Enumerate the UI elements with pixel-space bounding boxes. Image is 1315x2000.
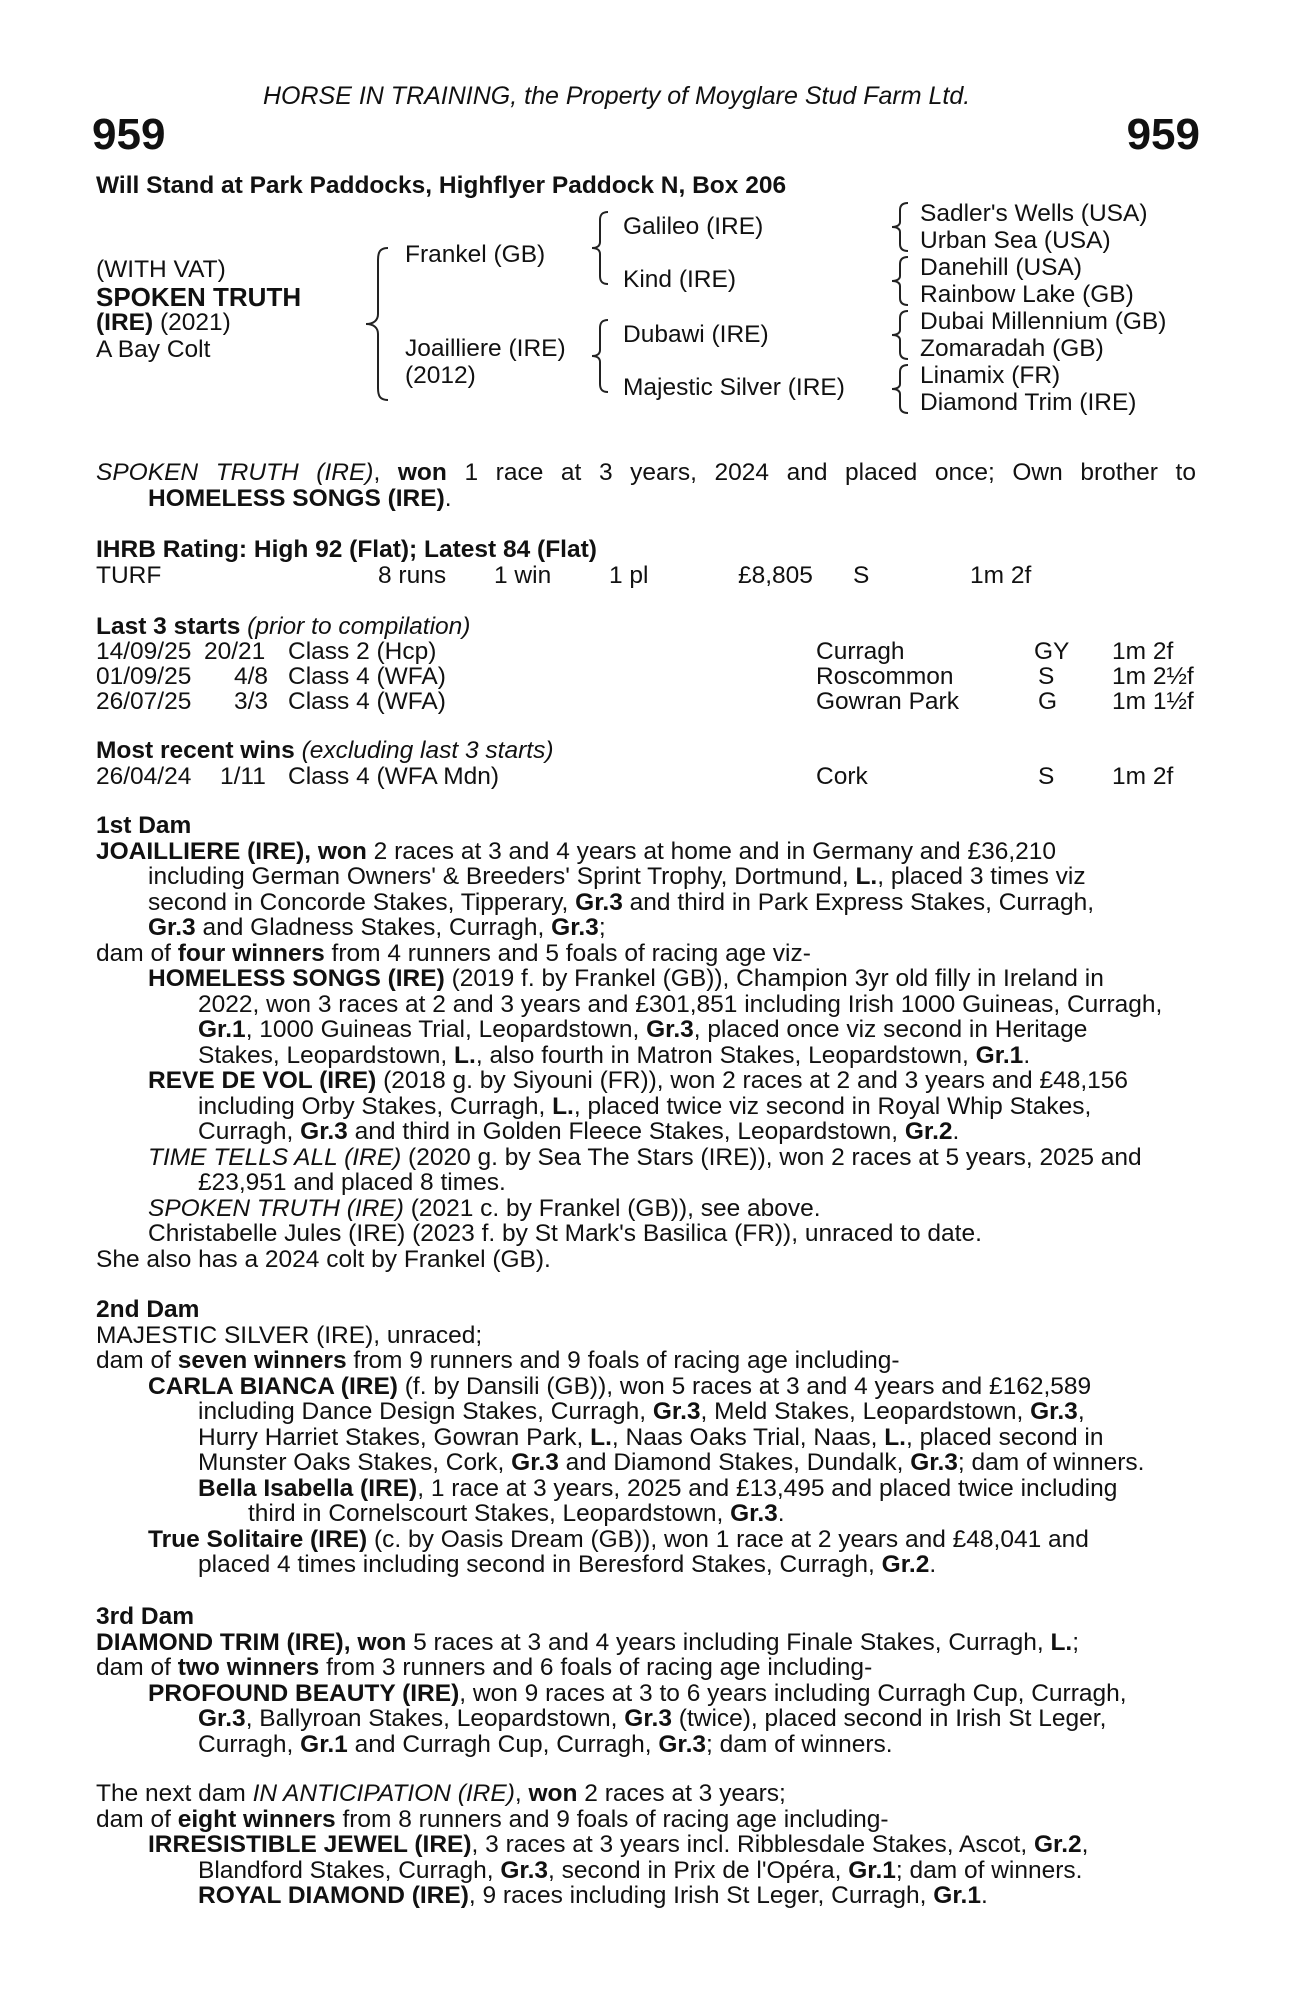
progeny-line bbox=[96, 1450, 1196, 1476]
grade: Gr.1 bbox=[975, 1041, 1024, 1069]
text: and Diamond Stakes, Dundalk, bbox=[558, 1449, 911, 1476]
pedigree-brace-3c bbox=[888, 308, 912, 362]
text: ; bbox=[1072, 1628, 1080, 1656]
intro-comma: , bbox=[373, 459, 398, 486]
text: dam of bbox=[96, 1805, 178, 1833]
intro-won: won bbox=[397, 459, 447, 486]
intro-text: 1 race at 3 years, 2024 and placed once; Own brother to bbox=[446, 459, 1196, 486]
dam: Joailliere (IRE) bbox=[405, 335, 566, 362]
ped-sds: Danehill (USA) bbox=[920, 254, 1083, 281]
text: placed 4 times including second in Beresford Stakes, Curragh, bbox=[198, 1551, 882, 1578]
win-going: S bbox=[1038, 763, 1055, 790]
grade: L. bbox=[855, 863, 878, 890]
first-dam-line bbox=[96, 839, 1196, 865]
stand-location: Will Stand at Park Paddocks, Highflyer Paddock N, Box 206 bbox=[96, 172, 787, 199]
third-dam-heading: 3rd Dam bbox=[96, 1603, 195, 1630]
win-position: 1/11 bbox=[220, 763, 266, 790]
sire-sire: Galileo (IRE) bbox=[623, 213, 764, 240]
winner-count: four winners bbox=[177, 939, 325, 967]
text: Stakes, Leopardstown, bbox=[198, 1041, 455, 1069]
progeny-line: 2022, won 3 races at 2 and 3 years and £301,851 including Irish 1000 Guineas, Curragh, bbox=[198, 990, 1163, 1018]
text: (2019 f. by Frankel (GB)), Champion 3yr old filly in Ireland in bbox=[444, 965, 1104, 992]
progeny-line bbox=[96, 1706, 1196, 1732]
text: including Orby Stakes, Curragh, bbox=[198, 1092, 553, 1120]
dam-sire: Dubawi (IRE) bbox=[623, 321, 769, 348]
text: , 1000 Guineas Trial, Leopardstown, bbox=[245, 1016, 647, 1043]
second-dam-line: MAJESTIC SILVER (IRE), unraced; bbox=[96, 1321, 483, 1349]
dam-name: IN ANTICIPATION (IRE) bbox=[252, 1780, 515, 1807]
text: , won 9 races at 3 to 6 years including Curragh Cup, Curragh, bbox=[459, 1679, 1127, 1707]
text: ; dam of winners. bbox=[706, 1730, 893, 1758]
text: (2018 g. by Siyouni (FR)), won 2 races at 2 and 3 years and £48,156 bbox=[376, 1067, 1129, 1094]
start-position: 4/8 bbox=[234, 663, 269, 690]
intro-line-2 bbox=[96, 486, 1196, 512]
win-row bbox=[96, 763, 1196, 788]
progeny-line bbox=[96, 1399, 1196, 1425]
grade: Gr.3 bbox=[652, 1398, 701, 1425]
progeny-line: Christabelle Jules (IRE) (2023 f. by St Mark's Basilica (FR)), unraced to date. bbox=[148, 1220, 982, 1247]
progeny-name: REVE DE VOL (IRE) bbox=[148, 1067, 377, 1094]
text: , bbox=[1081, 1831, 1089, 1858]
ped-ssd: Urban Sea (USA) bbox=[920, 227, 1111, 254]
second-dam-line bbox=[96, 1348, 1196, 1374]
text: ; dam of winners. bbox=[895, 1856, 1083, 1884]
lot-number-right: 959 bbox=[1126, 110, 1200, 159]
ped-dss: Dubai Millennium (GB) bbox=[920, 308, 1167, 335]
start-position: 20/21 bbox=[204, 638, 266, 665]
rating-going: S bbox=[853, 562, 870, 589]
progeny-line bbox=[96, 1476, 1196, 1502]
text: , also fourth in Matron Stakes, Leopardstown, bbox=[475, 1041, 976, 1069]
text: , Meld Stakes, Leopardstown, bbox=[700, 1398, 1031, 1425]
progeny-name: True Solitaire (IRE) bbox=[148, 1525, 368, 1553]
sire-dam: Kind (IRE) bbox=[623, 266, 737, 293]
progeny-line bbox=[96, 1832, 1196, 1858]
progeny-line bbox=[96, 1145, 1196, 1171]
intro-end: . bbox=[444, 484, 452, 512]
grade: Gr.3 bbox=[148, 914, 196, 941]
grade: L. bbox=[552, 1092, 574, 1120]
text: . bbox=[1023, 1041, 1031, 1069]
text: . bbox=[777, 1500, 785, 1527]
progeny-line bbox=[96, 1527, 1196, 1553]
win-date: 26/04/24 bbox=[96, 763, 192, 790]
next-dam-section bbox=[96, 1781, 1196, 1909]
text: , bbox=[1077, 1398, 1085, 1425]
rating-distance: 1m 2f bbox=[970, 562, 1032, 589]
grade: L. bbox=[1050, 1628, 1073, 1656]
winner-count: two winners bbox=[177, 1654, 320, 1681]
progeny-name: SPOKEN TRUTH (IRE) bbox=[148, 1194, 404, 1222]
rating-placed: 1 pl bbox=[609, 562, 649, 589]
progeny-line bbox=[96, 1068, 1196, 1094]
rating-surface: TURF bbox=[96, 562, 162, 589]
grade: Gr.1 bbox=[933, 1882, 981, 1909]
grade: L. bbox=[590, 1423, 612, 1451]
recent-wins-heading bbox=[96, 737, 553, 765]
text: The next dam bbox=[96, 1780, 253, 1807]
progeny-line bbox=[96, 1043, 1196, 1069]
start-date: 01/09/25 bbox=[96, 663, 192, 690]
progeny-name: CARLA BIANCA (IRE) bbox=[148, 1372, 398, 1400]
third-dam-line bbox=[96, 1655, 1196, 1681]
text: , placed second in bbox=[905, 1423, 1104, 1451]
ped-sss: Sadler's Wells (USA) bbox=[920, 200, 1148, 227]
intro-paragraph bbox=[96, 460, 1196, 511]
text: , Ballyroan Stakes, Leopardstown, bbox=[245, 1705, 625, 1732]
text: , placed 3 times viz bbox=[877, 863, 1086, 890]
text: including Dance Design Stakes, Curragh, bbox=[198, 1398, 653, 1425]
next-dam-line bbox=[96, 1781, 1196, 1807]
progeny-name: TIME TELLS ALL (IRE) bbox=[148, 1143, 402, 1171]
start-distance: 1m 1½f bbox=[1112, 688, 1194, 715]
progeny-line bbox=[96, 1425, 1196, 1451]
start-date: 14/09/25 bbox=[96, 638, 192, 665]
second-dam-section bbox=[96, 1297, 1196, 1578]
text: from 8 runners and 9 foals of racing age including- bbox=[335, 1805, 889, 1833]
won-label: won bbox=[528, 1780, 578, 1807]
text: from 9 runners and 9 foals of racing age including- bbox=[346, 1347, 900, 1374]
vat-note: (WITH VAT) bbox=[96, 256, 226, 283]
text: from 3 runners and 6 foals of racing age including- bbox=[319, 1654, 873, 1681]
progeny-line bbox=[96, 1374, 1196, 1400]
grade: Gr.3 bbox=[910, 1449, 958, 1476]
start-distance: 1m 2f bbox=[1112, 638, 1174, 665]
text: and third in Golden Fleece Stakes, Leopardstown, bbox=[347, 1118, 905, 1145]
start-course: Gowran Park bbox=[816, 688, 959, 715]
text: . bbox=[929, 1551, 937, 1578]
text: third in Cornelscourt Stakes, Leopardstown, bbox=[248, 1500, 731, 1527]
ped-sdd: Rainbow Lake (GB) bbox=[920, 281, 1134, 308]
grade: Gr.3 bbox=[1030, 1398, 1078, 1425]
start-going: G bbox=[1038, 688, 1058, 715]
last-starts-heading bbox=[96, 613, 470, 641]
text: and Gladness Stakes, Curragh, bbox=[195, 914, 552, 941]
text: (2020 g. by Sea The Stars (IRE)), won 2 races at 5 years, 2025 and bbox=[401, 1143, 1142, 1171]
text: Curragh, bbox=[198, 1118, 301, 1145]
text: . bbox=[952, 1118, 960, 1145]
text: (twice), placed second in Irish St Leger, bbox=[671, 1705, 1107, 1732]
progeny-line bbox=[96, 1094, 1196, 1120]
text: . bbox=[980, 1882, 988, 1909]
progeny-line bbox=[96, 1196, 1196, 1222]
text: from 4 runners and 5 foals of racing age viz- bbox=[324, 939, 811, 967]
intro-brother: HOMELESS SONGS (IRE) bbox=[148, 484, 445, 512]
pedigree-brace-sire bbox=[588, 208, 612, 288]
start-going: GY bbox=[1034, 638, 1070, 665]
second-dam-heading: 2nd Dam bbox=[96, 1296, 200, 1323]
start-course: Curragh bbox=[816, 638, 905, 665]
start-going: S bbox=[1038, 663, 1055, 690]
text: dam of bbox=[96, 939, 178, 967]
first-dam-heading: 1st Dam bbox=[96, 812, 192, 839]
dam-dam: Majestic Silver (IRE) bbox=[623, 374, 845, 401]
text: , 1 race at 3 years, 2025 and £13,495 and placed twice including bbox=[417, 1474, 1118, 1502]
win-course: Cork bbox=[816, 763, 868, 790]
grade: Gr.3 bbox=[500, 1856, 549, 1884]
start-course: Roscommon bbox=[816, 663, 954, 690]
first-dam-line bbox=[96, 864, 1196, 890]
horse-year: (2021) bbox=[153, 309, 231, 336]
pedigree-brace-dam bbox=[588, 316, 612, 396]
grade: L. bbox=[454, 1041, 476, 1069]
dam-year: (2012) bbox=[405, 362, 476, 389]
winner-count: seven winners bbox=[177, 1347, 347, 1374]
text: including German Owners' & Breeders' Sprint Trophy, Dortmund, bbox=[148, 863, 856, 890]
grade: Gr.3 bbox=[624, 1705, 672, 1732]
won-label: , won bbox=[343, 1628, 407, 1656]
grade: Gr.3 bbox=[575, 888, 623, 916]
grade: Gr.3 bbox=[646, 1016, 694, 1043]
text: and third in Park Express Stakes, Curragh, bbox=[622, 888, 1095, 916]
start-row bbox=[96, 638, 1196, 663]
lot-number-left: 959 bbox=[92, 110, 166, 159]
text: Hurry Harriet Stakes, Gowran Park, bbox=[198, 1423, 591, 1451]
recent-wins-title: Most recent wins bbox=[96, 737, 295, 764]
text: 5 races at 3 and 4 years including Finale Stakes, Curragh, bbox=[406, 1628, 1051, 1656]
text: Curragh, bbox=[198, 1730, 301, 1758]
text: , 9 races including Irish St Leger, Curragh, bbox=[468, 1882, 934, 1909]
horse-name: SPOKEN TRUTH bbox=[96, 282, 302, 312]
text: second in Concorde Stakes, Tipperary, bbox=[148, 888, 576, 916]
text: and Curragh Cup, Curragh, bbox=[347, 1730, 659, 1758]
progeny-name: ROYAL DIAMOND (IRE) bbox=[198, 1882, 469, 1909]
start-race: Class 4 (WFA) bbox=[288, 688, 446, 715]
text: 2 races at 3 years; bbox=[577, 1780, 786, 1807]
pedigree-brace-3a bbox=[888, 200, 912, 254]
start-race: Class 4 (WFA) bbox=[288, 663, 446, 690]
text: Munster Oaks Stakes, Cork, bbox=[198, 1449, 512, 1476]
progeny-line bbox=[96, 1501, 1196, 1527]
text: , placed once viz second in Heritage bbox=[693, 1016, 1088, 1043]
start-row bbox=[96, 663, 1196, 688]
text: , 3 races at 3 years incl. Ribblesdale Stakes, Ascot, bbox=[471, 1831, 1034, 1858]
grade: Gr.2 bbox=[904, 1118, 953, 1145]
text: Blandford Stakes, Curragh, bbox=[198, 1856, 501, 1884]
progeny-line bbox=[96, 1883, 1196, 1909]
start-position: 3/3 bbox=[234, 688, 269, 715]
text: , second in Prix de l'Opéra, bbox=[548, 1856, 849, 1884]
grade: Gr.3 bbox=[198, 1705, 246, 1732]
progeny-line bbox=[96, 1681, 1196, 1707]
grade: Gr.2 bbox=[881, 1551, 930, 1578]
pedigree-brace-3d bbox=[888, 362, 912, 416]
progeny-name: PROFOUND BEAUTY (IRE) bbox=[148, 1679, 460, 1707]
progeny-line bbox=[96, 1017, 1196, 1043]
grade: Gr.1 bbox=[198, 1016, 246, 1043]
first-dam-also: She also has a 2024 colt by Frankel (GB). bbox=[96, 1245, 551, 1273]
progeny-name: IRRESISTIBLE JEWEL (IRE) bbox=[148, 1831, 472, 1858]
start-distance: 1m 2½f bbox=[1112, 663, 1194, 690]
last-starts-title: Last 3 starts bbox=[96, 613, 241, 640]
page-title: HORSE IN TRAINING, the Property of Moyglare Stud Farm Ltd. bbox=[263, 82, 971, 110]
ped-dsd: Zomaradah (GB) bbox=[920, 335, 1104, 362]
progeny-line bbox=[96, 1732, 1196, 1758]
third-dam-line bbox=[96, 1630, 1196, 1656]
start-race: Class 2 (Hcp) bbox=[288, 638, 437, 665]
grade: Gr.3 bbox=[658, 1730, 707, 1758]
first-dam-line bbox=[96, 915, 1196, 941]
progeny-line bbox=[96, 1552, 1196, 1578]
grade: L. bbox=[884, 1423, 906, 1451]
grade: Gr.1 bbox=[300, 1730, 348, 1758]
win-distance: 1m 2f bbox=[1112, 763, 1174, 790]
progeny-name: Bella Isabella (IRE) bbox=[198, 1474, 418, 1502]
first-dam-line bbox=[96, 890, 1196, 916]
dam-name: JOAILLIERE (IRE) bbox=[96, 837, 305, 865]
rating-title: IHRB Rating: High 92 (Flat); Latest 84 (Flat) bbox=[96, 536, 597, 563]
sire: Frankel (GB) bbox=[405, 241, 546, 268]
start-date: 26/07/25 bbox=[96, 688, 192, 715]
grade: Gr.3 bbox=[551, 914, 599, 941]
text: ; dam of winners. bbox=[957, 1449, 1145, 1476]
pedigree-brace-main bbox=[362, 244, 392, 404]
won-label: , won bbox=[304, 837, 367, 865]
horse-country: (IRE) bbox=[96, 309, 154, 336]
dam-name: DIAMOND TRIM (IRE) bbox=[96, 1628, 344, 1656]
winner-count: eight winners bbox=[177, 1805, 336, 1833]
pedigree-brace-3b bbox=[888, 254, 912, 308]
grade: Gr.3 bbox=[511, 1449, 559, 1476]
text: , bbox=[514, 1780, 529, 1807]
text: , Naas Oaks Trial, Naas, bbox=[611, 1423, 885, 1451]
rating-row bbox=[96, 562, 1196, 587]
last-starts-note: (prior to compilation) bbox=[240, 613, 471, 640]
horse-description: A Bay Colt bbox=[96, 336, 211, 363]
text: ; bbox=[598, 914, 606, 941]
progeny-line bbox=[96, 966, 1196, 992]
ped-ddd: Diamond Trim (IRE) bbox=[920, 389, 1137, 416]
ped-dds: Linamix (FR) bbox=[920, 362, 1061, 389]
rating-wins: 1 win bbox=[494, 562, 552, 589]
win-race: Class 4 (WFA Mdn) bbox=[288, 763, 500, 790]
text: (2021 c. by Frankel (GB)), see above. bbox=[403, 1194, 821, 1222]
start-row bbox=[96, 688, 1196, 713]
progeny-line bbox=[96, 1858, 1196, 1884]
third-dam-section bbox=[96, 1604, 1196, 1757]
intro-horse-name: SPOKEN TRUTH (IRE) bbox=[96, 459, 374, 486]
text: , placed twice viz second in Royal Whip Stakes, bbox=[573, 1092, 1092, 1120]
grade: Gr.3 bbox=[300, 1118, 348, 1145]
text: 2 races at 3 and 4 years at home and in Germany and £36,210 bbox=[366, 837, 1057, 865]
recent-wins-note: (excluding last 3 starts) bbox=[294, 737, 554, 764]
first-dam-section bbox=[96, 813, 1196, 1272]
grade: Gr.2 bbox=[1033, 1831, 1082, 1858]
text: (c. by Oasis Dream (GB)), won 1 race at 2 years and £48,041 and bbox=[367, 1525, 1089, 1553]
text: dam of bbox=[96, 1654, 178, 1681]
progeny-line: £23,951 and placed 8 times. bbox=[198, 1169, 506, 1196]
text: (f. by Dansili (GB)), won 5 races at 3 and 4 years and £162,589 bbox=[397, 1372, 1092, 1400]
grade: Gr.1 bbox=[848, 1856, 896, 1884]
rating-runs: 8 runs bbox=[378, 562, 447, 589]
next-dam-line bbox=[96, 1807, 1196, 1833]
grade: Gr.3 bbox=[730, 1500, 778, 1527]
first-dam-line bbox=[96, 941, 1196, 967]
horse-origin-year bbox=[96, 309, 231, 337]
text: dam of bbox=[96, 1347, 178, 1374]
progeny-line bbox=[96, 1119, 1196, 1145]
progeny-name: HOMELESS SONGS (IRE) bbox=[148, 965, 445, 992]
rating-earnings: £8,805 bbox=[738, 562, 813, 589]
